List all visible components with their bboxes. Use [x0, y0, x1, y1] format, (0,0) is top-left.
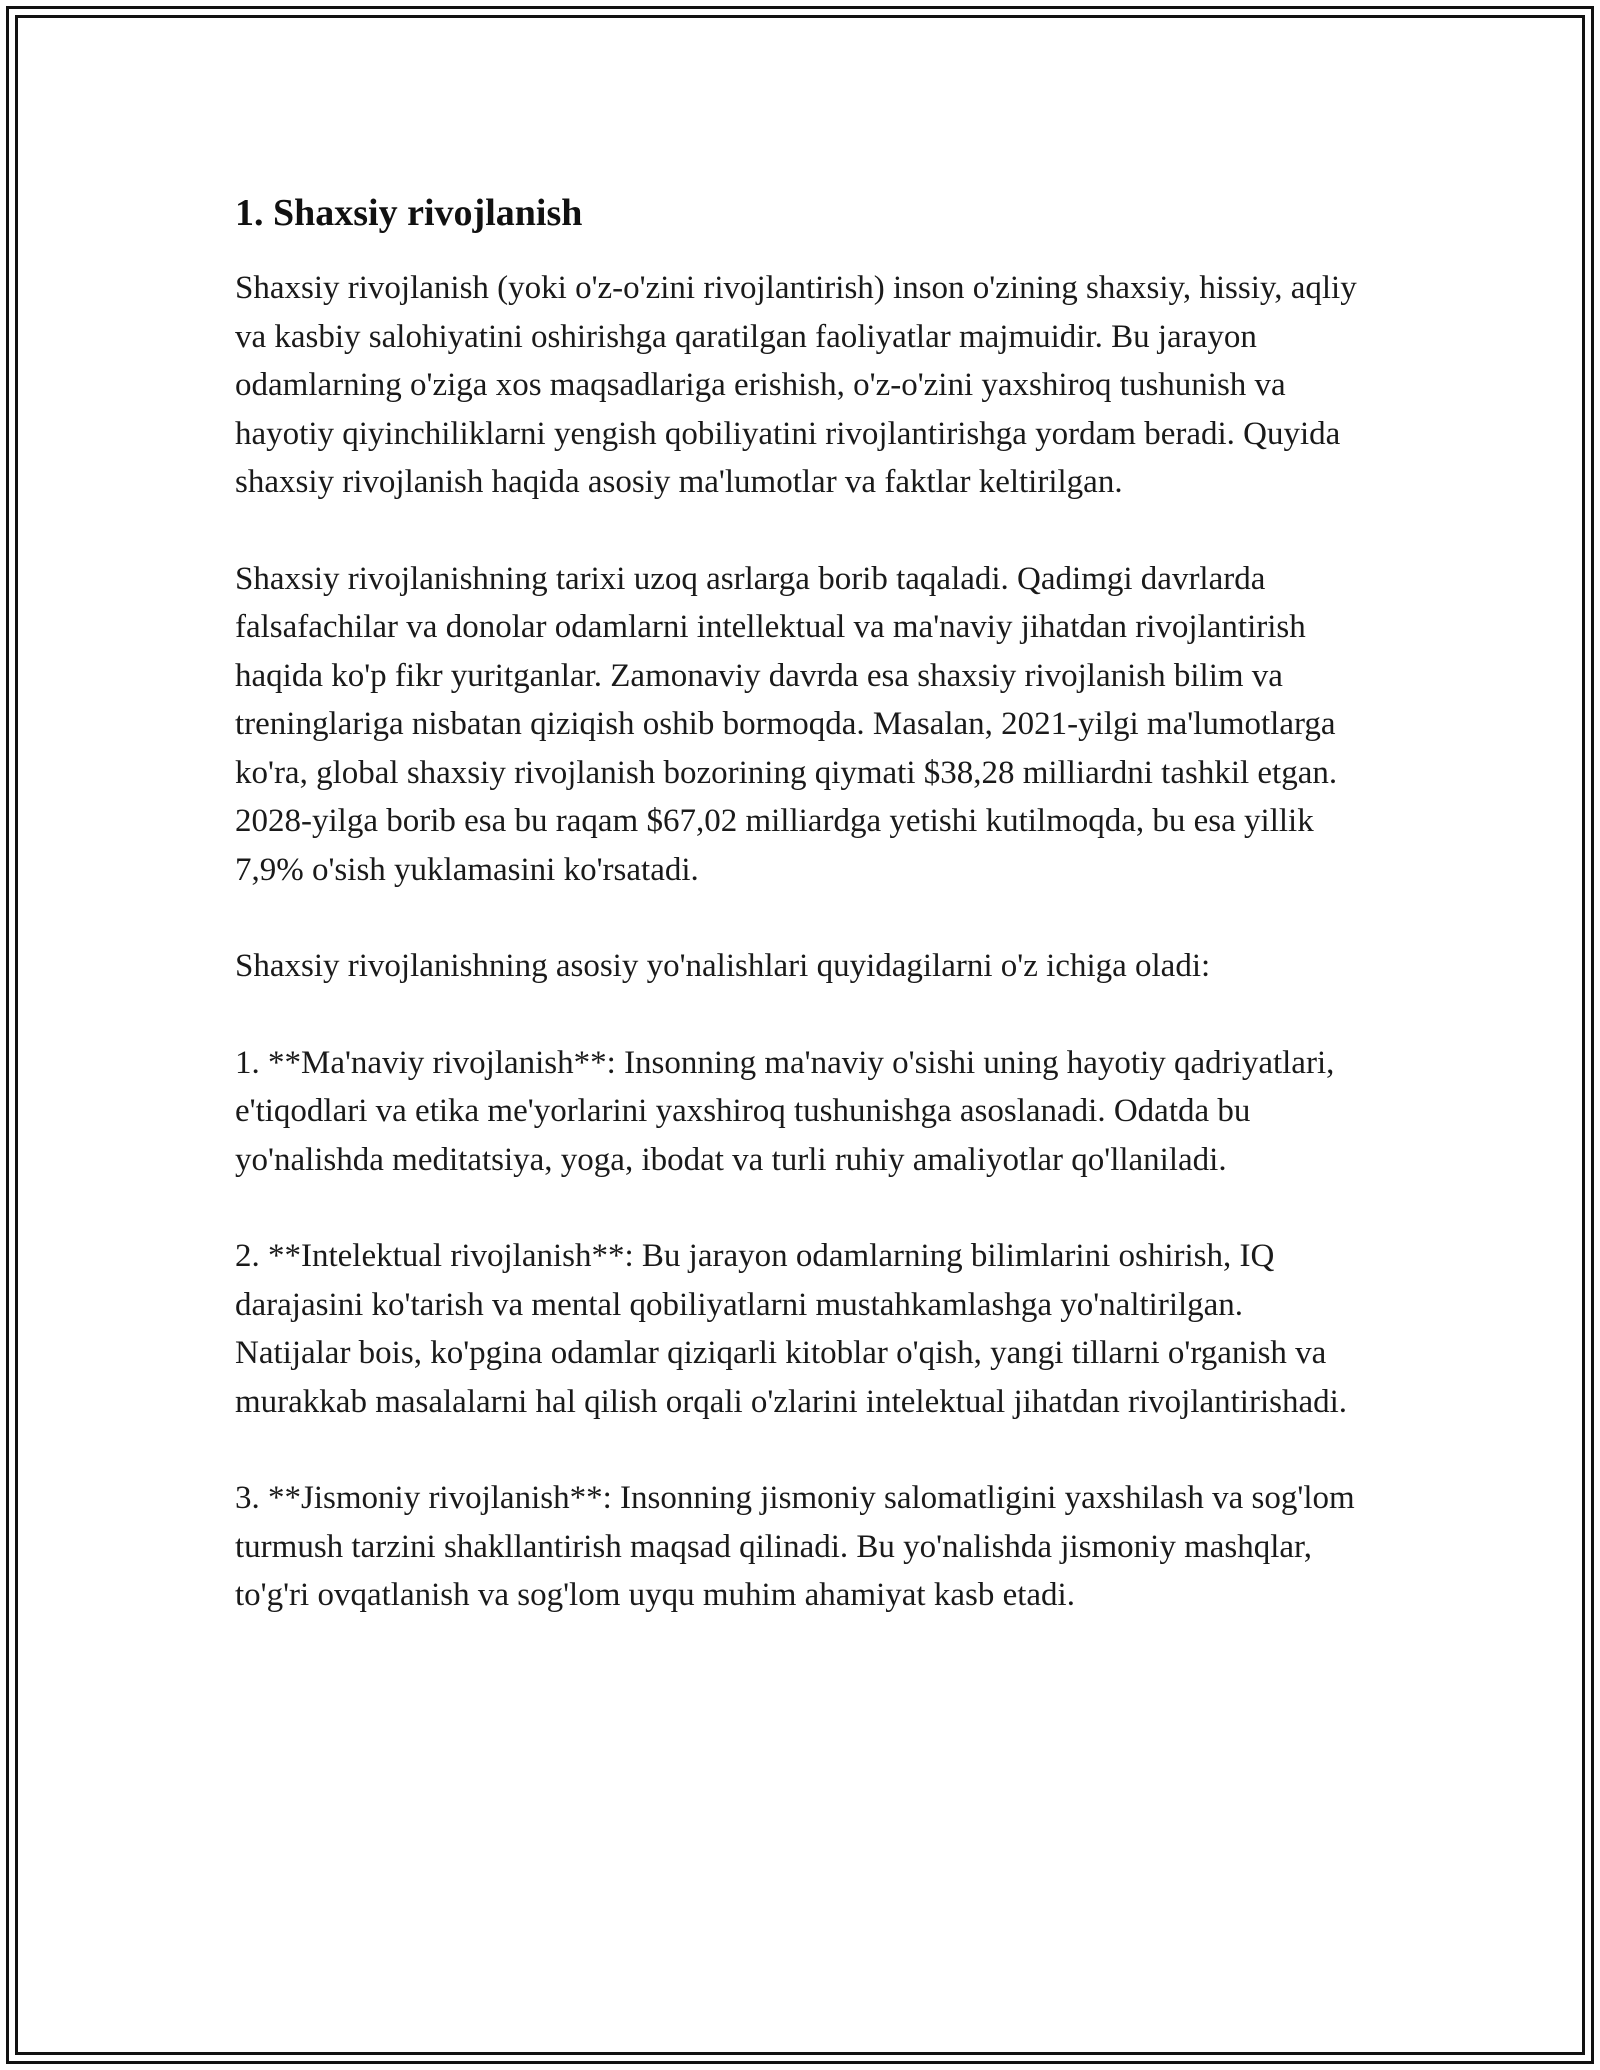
paragraph-physical: 3. **Jismoniy rivojlanish**: Insonning jismoniy salomatligini yaxshilash va sog'lom turmush tarzini shakllantirish maqsad qilinadi. Bu yo'nalishda jismoniy mashqlar, to'g'ri ovqatlanish va sog'lom uyqu muhim ahamiyat kasb etadi.	[235, 1480, 1355, 1613]
paragraph-intellectual: 2. **Intelektual rivojlanish**: Bu jarayon odamlarning bilimlarini oshirish, IQ darajasini ko'tarish va mental qobiliyatlarni mustahkamlashga yo'naltirilgan. Natijalar bois, ko'pgina odamlar qiziqarli kitoblar o'qish, yangi tillarni o'rganish va murakkab masalalarni hal qilish orqali o'zlarini intelektual jihatdan rivojlantirishadi.	[235, 1238, 1348, 1420]
document-body	[235, 188, 1365, 1668]
paragraph-spiritual: 1. **Ma'naviy rivojlanish**: Insonning ma'naviy o'sishi uning hayotiy qadriyatlari, e'tiqodlari va etika me'yorlarini yaxshiroq tushunishga asoslanadi. Odatda bu yo'nalishda meditatsiya, yoga, ibodat va turli ruhiy amaliyotlar qo'llaniladi.	[235, 1044, 1335, 1178]
document-title: 1. Shaxsiy rivojlanish	[235, 192, 583, 234]
paragraph-directions-intro: Shaxsiy rivojlanishning asosiy yo'nalishlari quyidagilarni o'z ichiga oladi:	[235, 948, 1211, 984]
paragraph-history: Shaxsiy rivojlanishning tarixi uzoq asrlarga borib taqaladi. Qadimgi davrlarda falsafachilar va donolar odamlarni intellektual va ma'naviy jihatdan rivojlantirish haqida ko'p fikr yuritganlar. Zamonaviy davrda esa shaxsiy rivojlanish bilim va treninglariga nisbatan qiziqish oshib bormoqda. Masalan, 2021-yilgi ma'lumotlarga ko'ra, global shaxsiy rivojlanish bozorining qiymati $38,28 milliardni tashkil etgan. 2028-yilga borib esa bu raqam $67,02 milliardga yetishi kutilmoqda, bu esa yillik 7,9% o'sish yuklamasini ko'rsatadi.	[235, 560, 1338, 888]
paragraph-intro: Shaxsiy rivojlanish (yoki o'z-o'zini rivojlantirish) inson o'zining shaxsiy, hissiy, aqliy va kasbiy salohiyatini oshirishga qaratilgan faoliyatlar majmuidir. Bu jarayon odamlarning o'ziga xos maqsadlariga erishish, o'z-o'zini yaxshiroq tushunish va hayotiy qiyinchiliklarni yengish qobiliyatini rivojlantirishga yordam beradi. Quyida shaxsiy rivojlanish haqida asosiy ma'lumotlar va faktlar keltirilgan.	[235, 270, 1357, 500]
